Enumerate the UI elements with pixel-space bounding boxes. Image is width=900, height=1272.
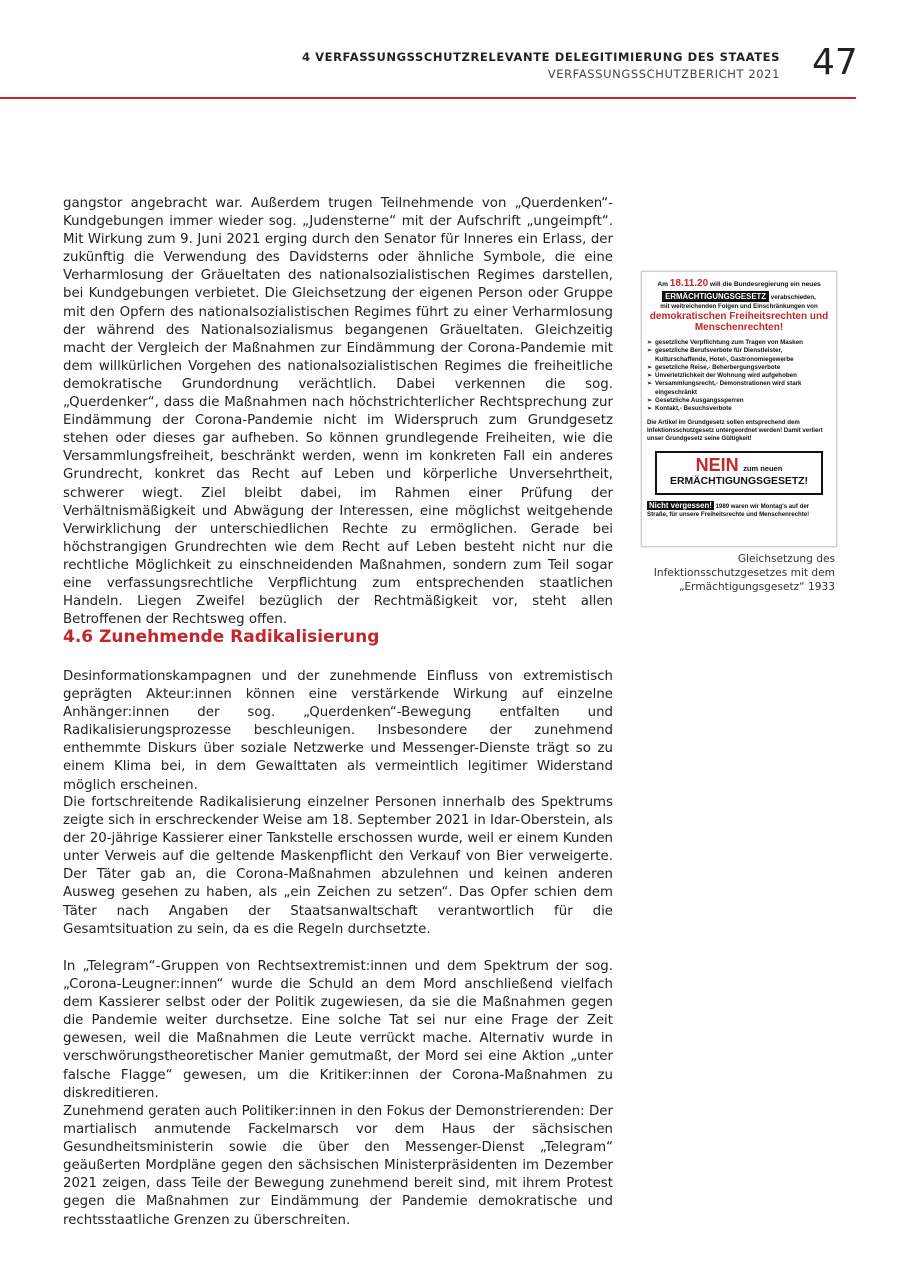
flyer-list [647,339,831,414]
flyer-nein-box [655,451,823,495]
flyer-subline: mit weitreichenden Folgen und Einschränkungen von [660,303,818,310]
flyer-bottom-text: 1989 waren wir Montag's auf der Straße, für unsere Freiheitsrechte und Menschenrechte! [647,502,810,518]
report-title: VERFASSUNGSSCHUTZBERICHT 2021 [547,67,780,81]
flyer-list-item: ➢ gesetzliche Reise,- Beherbergungsverbote [647,364,831,372]
flyer-bar-line [647,289,831,302]
flyer-list-item: ➢ Kontakt,- Besuchsverbote [647,405,831,413]
body-paragraph-2: Die fortschreitende Radikalisierung einzelner Personen innerhalb des Spektrums zeigte sich in erschreckender Weise am 18. September 2021 in Idar-Oberstein, als der 20-jährige Kassierer einer Tankstelle erschossen wurde, weil er einem Kunden unter Verweis auf die geltende Maskenpflicht den Verkauf von Bier verweigerte. Der Täter gab an, die Corona-Maßnahmen abzulehnen und keinen anderen Ausweg gesehen zu haben, als „ein Zeichen zu setzen“. Das Opfer schien dem Täter nach Angaben der Staatsanwaltschaft verantwortlich für die Gesamtsituation zu sein, da es die Regeln durchsetzte. [63,795,613,937]
figure-caption [641,552,835,594]
flyer-bar: ERMÄCHTIGUNGSGESETZ [662,291,769,302]
caption-line: „Ermächtigungsgesetz“ 1933 [678,581,835,593]
header-rule [0,97,856,99]
body-paragraph-1: Desinformationskampagnen und der zunehmende Einfluss von extremistisch geprägten Akteur:innen können eine verstärkende Wirkung auf einzelne Anhänger:innen der sog. „Querdenken“-Bewegung entfalten und Radikalisierungsprozesse beschleunigen. Insbesondere der zunehmend enthemmte Diskurs über soziale Netzwerke und Messenger-Dienste trägt so zu einem Klima bei, in dem Gewalttaten als vermeintlich legitimer Widerstand möglich erscheinen. [63,669,613,793]
flyer-suffix: will die Bundesregierung ein neues [710,281,821,288]
flyer-figure [641,271,837,547]
flyer-prefix: Am [657,281,668,288]
flyer-bottom [647,502,831,519]
chapter-title: 4 VERFASSUNGSSCHUTZRELEVANTE DELEGITIMIERUNG DES STAATES [301,50,780,64]
page-number: 47 [812,42,858,83]
flyer-red-heading: demokratischen Freiheitsrechten und Menschenrechten! [649,311,829,333]
flyer-list-item: ➢ gesetzliche Berufsverbote für Dienstleister, Kulturschaffende, Hotel-, Gastronomiegewerbe [647,347,831,364]
flyer-date: 18.11.20 [669,278,709,289]
flyer-zum: zum neuen [743,463,783,473]
caption-line: Infektionsschutzgesetzes mit dem [653,567,835,579]
flyer-bar-suffix: verabschieden, [770,294,816,301]
continued-paragraph: gangstor angebracht war. Außerdem trugen Teilnehmende von „Querdenken“-Kundgebungen immer wieder sog. „Judensterne“ mit der Aufschrift „ungeimpft“. Mit Wirkung zum 9. Juni 2021 erging durch den Senator für Inneres ein Erlass, der zukünftig die Verwendung des Davidsterns oder ähnliche Symbole, die eine Verharmlosung der Gräueltaten des nationalsozialistischen Regimes darstellen, bei Kundgebungen verbietet. Die Gleichsetzung der eigenen Person oder Gruppe mit den Opfern des nationalsozialistischen Regimes führt zu einer Verharmlosung der während des Nationalsozialismus begangenen Gräueltaten. Gleichzeitig macht der Vergleich der Maßnahmen zur Eindämmung der Corona-Pandemie mit dem willkürlichen Vorgehen des nationalsozialistischen Regimes die freiheitliche demokratische Grundordnung verächtlich. Dabei verkennen die sog. „Querdenker“, dass die Maßnahmen nach höchstrichterlicher Rechtsprechung zur Eindämmung der Corona-Pandemie nicht im Widerspruch zum Grundgesetz stehen oder dieses gar aufheben. So können grundlegende Freiheiten, wie die Versammlungsfreiheit, beschränkt werden, wenn im konkreten Fall ein anderes Grundrecht, konkret das Recht auf Leben und körperliche Unversehrtheit, schwerer wiegt. Ziel bleibt dabei, im Rahmen einer Prüfung der Verhältnismäßigkeit und Abwägung der Interessen, eine möglichst weitgehende Verwirklichung der unterschiedlichen Rechte zu ermöglichen. Gerade bei höchstrangigen Grundrechten wie dem Recht auf Leben besteht nicht nur die rechtliche Möglichkeit zu einschneidenden Maßnahmen, sondern zum Teil sogar eine verfassungsrechtliche Verpflichtung zum entsprechenden staatlichen Handeln. Liegen Zweifel bezüglich der Rechtmäßigkeit vor, steht allen Betroffenen der Rechtsweg offen. [63,196,613,628]
flyer-list-item: ➢ gesetzliche Verpflichtung zum Tragen von Masken [647,339,831,347]
body-paragraph-3: In „Telegram“-Gruppen von Rechtsextremist:innen und dem Spektrum der sog. „Corona-Leugner:innen“ wurde die Schuld an dem Mord anschließend vielfach dem Kassierer selbst oder der Politik zugewiesen, da sie die Maßnahmen gegen die Pandemie weiter durchsetze. Eine solche Tat sei nur eine Frage der Zeit gewesen, weil die Maßnahmen die Leute verrückt mache. Alternativ wurde in verschwörungstheoretischer Manier gemutmaßt, der Mord sei eine Aktion „unter falsche Flagge“ gewesen, um die Kritiker:innen der Corona-Maßnahmen zu diskreditieren. [63,959,613,1101]
flyer-ermaechtigung: ERMÄCHTIGUNGSGESETZ! [670,475,808,487]
flyer-list-item: ➢ Unverletzlichkeit der Wohnung wird aufgehoben [647,372,831,380]
flyer-list-item: ➢ Versammlungsrecht,- Demonstrationen wird stark eingeschränkt [647,380,831,397]
flyer-list-item: ➢ Gesetzliche Ausgangssperren [647,397,831,405]
flyer-note: Die Artikel im Grundgesetz sollen entsprechend dem Infektionsschutzgesetz untergeordnet werden! Damit verliert unser Grundgesetz seine Gültigkeit! [647,418,823,442]
caption-line: Gleichsetzung des [737,553,835,565]
flyer-bottom-highlight: Nicht vergessen! [649,500,712,510]
page-header [0,0,900,100]
flyer-nein: NEIN [695,454,739,475]
body-paragraph-4: Zunehmend geraten auch Politiker:innen in den Fokus der Demonstrierenden: Der martialisch anmutende Fackelmarsch vor dem Haus der sächsischen Gesundheitsministerin sowie die über den Messenger-Dienst „Telegram“ geäußerten Mordpläne gegen den sächsischen Ministerpräsidenten im Dezember 2021 zeigen, dass Teile der Bewegung zunehmend bereit sind, mit ihrem Protest gegen die Maßnahmen zur Eindämmung der Pandemie demokratische und rechtsstaatliche Grenzen zu überschreiten. [63,1104,613,1228]
section-heading: 4.6 Zunehmende Radikalisierung [63,627,380,647]
flyer-headline [647,278,831,289]
